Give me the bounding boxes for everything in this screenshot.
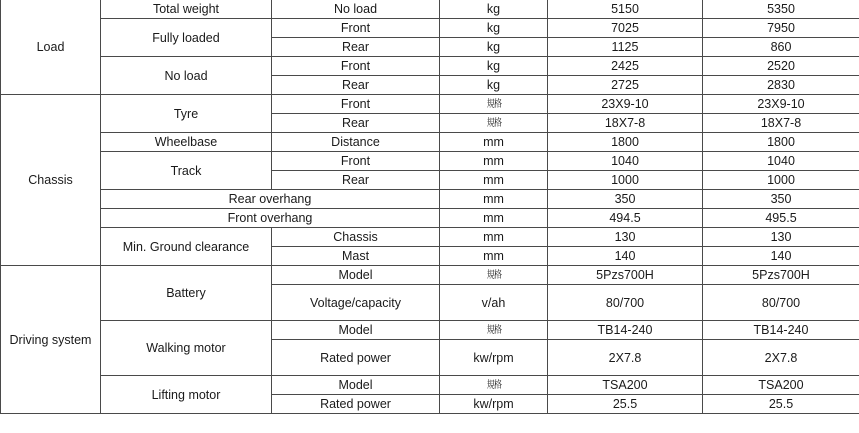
- sub-cell: Model: [272, 266, 440, 285]
- value-cell-2: 2X7.8: [703, 340, 859, 376]
- sub-cell: Rear: [272, 76, 440, 95]
- unit-cell: mm: [440, 247, 548, 266]
- item-cell: Fully loaded: [101, 19, 272, 57]
- value-cell-1: TB14-240: [548, 321, 703, 340]
- sub-cell: Front: [272, 57, 440, 76]
- unit-cell: mm: [440, 209, 548, 228]
- value-cell-1: TSA200: [548, 376, 703, 395]
- unit-cell: mm: [440, 171, 548, 190]
- sub-cell: Voltage/capacity: [272, 285, 440, 321]
- table-row: [1, 190, 859, 209]
- value-cell-1: 5Pzs700H: [548, 266, 703, 285]
- item-cell: Track: [101, 152, 272, 190]
- group-cell-chassis: Chassis: [1, 95, 101, 266]
- item-cell: Tyre: [101, 95, 272, 133]
- unit-cell: kg: [440, 0, 548, 19]
- value-cell-1: 350: [548, 190, 703, 209]
- table-row: [1, 95, 859, 114]
- unit-cell: [440, 376, 548, 395]
- item-cell: Walking motor: [101, 321, 272, 376]
- table-row: [1, 152, 859, 171]
- table-row: [1, 57, 859, 76]
- value-cell-1: 1040: [548, 152, 703, 171]
- sub-cell: Model: [272, 376, 440, 395]
- item-cell: Lifting motor: [101, 376, 272, 414]
- unit-cell: kw/rpm: [440, 340, 548, 376]
- item-cell: Battery: [101, 266, 272, 321]
- sub-cell: Mast: [272, 247, 440, 266]
- sub-cell: Rear: [272, 171, 440, 190]
- group-cell-driving-system: Driving system: [1, 266, 101, 414]
- table-row: [1, 209, 859, 228]
- value-cell-1: 1125: [548, 38, 703, 57]
- value-cell-2: 23X9-10: [703, 95, 859, 114]
- value-cell-2: TSA200: [703, 376, 859, 395]
- value-cell-1: 5150: [548, 0, 703, 19]
- value-cell-1: 494.5: [548, 209, 703, 228]
- unit-cell: mm: [440, 133, 548, 152]
- item-cell: Front overhang: [101, 209, 440, 228]
- table-row: [1, 266, 859, 285]
- unit-cell: v/ah: [440, 285, 548, 321]
- unit-glyph: 規格: [486, 270, 501, 281]
- value-cell-2: 860: [703, 38, 859, 57]
- sub-cell: Front: [272, 152, 440, 171]
- value-cell-2: 18X7-8: [703, 114, 859, 133]
- value-cell-1: 140: [548, 247, 703, 266]
- sub-cell: Model: [272, 321, 440, 340]
- table-row: [1, 321, 859, 340]
- unit-cell: [440, 266, 548, 285]
- value-cell-2: 5Pzs700H: [703, 266, 859, 285]
- sub-cell: Rear: [272, 38, 440, 57]
- unit-glyph: 規格: [486, 118, 501, 129]
- value-cell-1: 25.5: [548, 395, 703, 414]
- unit-cell: [440, 321, 548, 340]
- item-cell: Wheelbase: [101, 133, 272, 152]
- unit-cell: [440, 114, 548, 133]
- unit-cell: mm: [440, 228, 548, 247]
- sub-cell: Front: [272, 95, 440, 114]
- value-cell-1: 23X9-10: [548, 95, 703, 114]
- unit-cell: kg: [440, 38, 548, 57]
- unit-cell: mm: [440, 190, 548, 209]
- value-cell-2: 350: [703, 190, 859, 209]
- value-cell-1: 80/700: [548, 285, 703, 321]
- sub-cell: Distance: [272, 133, 440, 152]
- value-cell-1: 2725: [548, 76, 703, 95]
- item-cell: Min. Ground clearance: [101, 228, 272, 266]
- unit-glyph: 規格: [486, 325, 501, 336]
- value-cell-2: 5350: [703, 0, 859, 19]
- value-cell-1: 1000: [548, 171, 703, 190]
- group-cell-load: Load: [1, 0, 101, 95]
- table-row: [1, 228, 859, 247]
- table-row: [1, 133, 859, 152]
- unit-cell: kw/rpm: [440, 395, 548, 414]
- item-cell: Total weight: [101, 0, 272, 19]
- table-row: [1, 376, 859, 395]
- value-cell-1: 1800: [548, 133, 703, 152]
- value-cell-2: TB14-240: [703, 321, 859, 340]
- item-cell: Rear overhang: [101, 190, 440, 209]
- value-cell-1: 130: [548, 228, 703, 247]
- value-cell-2: 80/700: [703, 285, 859, 321]
- sub-cell: No load: [272, 0, 440, 19]
- unit-cell: [440, 95, 548, 114]
- unit-cell: kg: [440, 57, 548, 76]
- sub-cell: Rated power: [272, 395, 440, 414]
- value-cell-2: 1000: [703, 171, 859, 190]
- unit-cell: kg: [440, 76, 548, 95]
- unit-cell: mm: [440, 152, 548, 171]
- value-cell-2: 1800: [703, 133, 859, 152]
- value-cell-2: 25.5: [703, 395, 859, 414]
- sub-cell: Chassis: [272, 228, 440, 247]
- sub-cell: Rated power: [272, 340, 440, 376]
- sub-cell: Rear: [272, 114, 440, 133]
- unit-glyph: 規格: [486, 380, 501, 391]
- table-row: [1, 19, 859, 38]
- unit-glyph: 規格: [486, 99, 501, 110]
- value-cell-2: 1040: [703, 152, 859, 171]
- item-cell: No load: [101, 57, 272, 95]
- value-cell-1: 2X7.8: [548, 340, 703, 376]
- unit-cell: kg: [440, 19, 548, 38]
- value-cell-1: 7025: [548, 19, 703, 38]
- value-cell-2: 495.5: [703, 209, 859, 228]
- value-cell-2: 140: [703, 247, 859, 266]
- value-cell-2: 2520: [703, 57, 859, 76]
- table-row: [1, 0, 859, 19]
- value-cell-2: 7950: [703, 19, 859, 38]
- value-cell-1: 2425: [548, 57, 703, 76]
- value-cell-2: 130: [703, 228, 859, 247]
- sub-cell: Front: [272, 19, 440, 38]
- value-cell-2: 2830: [703, 76, 859, 95]
- value-cell-1: 18X7-8: [548, 114, 703, 133]
